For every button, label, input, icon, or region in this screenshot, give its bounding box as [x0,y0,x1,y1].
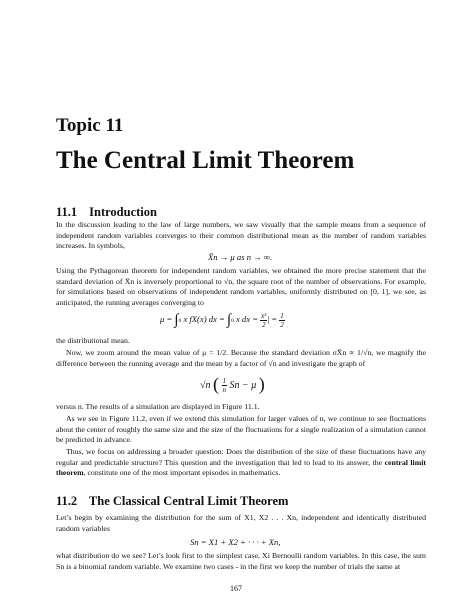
equation-scaled-average [200,372,265,394]
eq-sqrt-n: √n [200,380,211,391]
section-heading-introduction [56,205,157,220]
section-title: Introduction [89,205,157,219]
integral-limits: 0 [178,318,182,324]
equation-mean-integral [160,310,285,329]
integral-sign: ∫ [174,312,179,328]
text-run: Thus, we focus on addressing a broader question: Does the distribution of the size of these fluctuations have any regular and predictable structure? This question and the investigation that led to lead to its answer, the [56,447,426,467]
section-title: The Classical Central Limit Theorem [88,494,289,508]
paragraph: Let’s begin by examining the distribution for the sum of X1, X2 . . . Xn, independent and identically distributed random variables [56,513,426,533]
paragraph: versus n. The results of a simulation are displayed in Figure 11.1. [56,402,260,411]
left-paren: ( [213,374,219,394]
fraction-one-half: $\frac{1}{2}$ [280,311,284,329]
topic-label: Topic 11 [56,115,124,136]
paragraph: In the discussion leading to the law of large numbers, we saw visually that the sample means from a sequence of independent random variables converges to their common distributional mean as the number of random variables increases. In symbols, [56,220,426,251]
paragraph: Using the Pythagorean theorem for independent random variables, we obtained the more precise statement that the standard deviation of X̄n is inversely proportional to √n, the square root of the number of observations. For example, for simulations based on observations of independent random variables, uniformly distributed on [0, 1], we see, as anticipated, the running averages converging to [56,266,426,307]
text-run: , constitute one of the most important episodes in mathematics. [83,468,281,478]
fraction-one-over-n: $\frac{1}{n}$ [222,377,226,395]
paragraph: what distribution do we see? Let’s look first to the simplest case, Xi Bernoulli random variables. In this case, the sum Sn is a binomial random variable. We examine two cases - in the first we keep the number of trials the same at [56,551,426,571]
paragraph: the distributional mean. [56,336,130,345]
integral-limits: 0 [231,318,234,324]
equation-lln: X̄n → μ as n → ∞. [208,252,273,262]
section-number: 11.1 [56,205,78,219]
eq-rhs: = [271,314,278,324]
paragraph: Now, we zoom around the mean value of μ = 1/2. Because the standard deviation σX̄n ∝ 1/√n, we magnify the difference between the running average and the mean by a factor of √n and investigate the graph of [56,348,426,368]
equation-sum: Sn = X1 + X2 + · · · + Xn, [190,537,281,547]
section-number: 11.2 [56,494,78,508]
paragraph: As we see in Figure 11.2, even if we extend this simulation for larger values of n, we continue to see fluctuations about the center of roughly the same size and the size of the fluctuations for a single realization of a simulation cannot be predicted in advance. [56,414,426,445]
eq-inner: Sn − μ [229,380,257,391]
eq-lhs: μ = [160,314,173,324]
paragraph [56,447,426,479]
evaluation-bar: | [267,314,270,324]
integral-sign: ∫ [226,312,232,328]
page-number: 167 [230,584,242,593]
section-heading-classical-clt [56,494,288,509]
eq-middle-2: x dx = [235,314,258,324]
term-central-limit-theorem: central limit theorem [56,457,426,478]
fraction-x-squared: $\frac{\text{x²}}{2}$ [261,311,267,329]
chapter-title: The Central Limit Theorem [56,147,355,174]
eq-middle: x fX(x) dx = [183,314,225,324]
right-paren: ) [258,374,265,394]
